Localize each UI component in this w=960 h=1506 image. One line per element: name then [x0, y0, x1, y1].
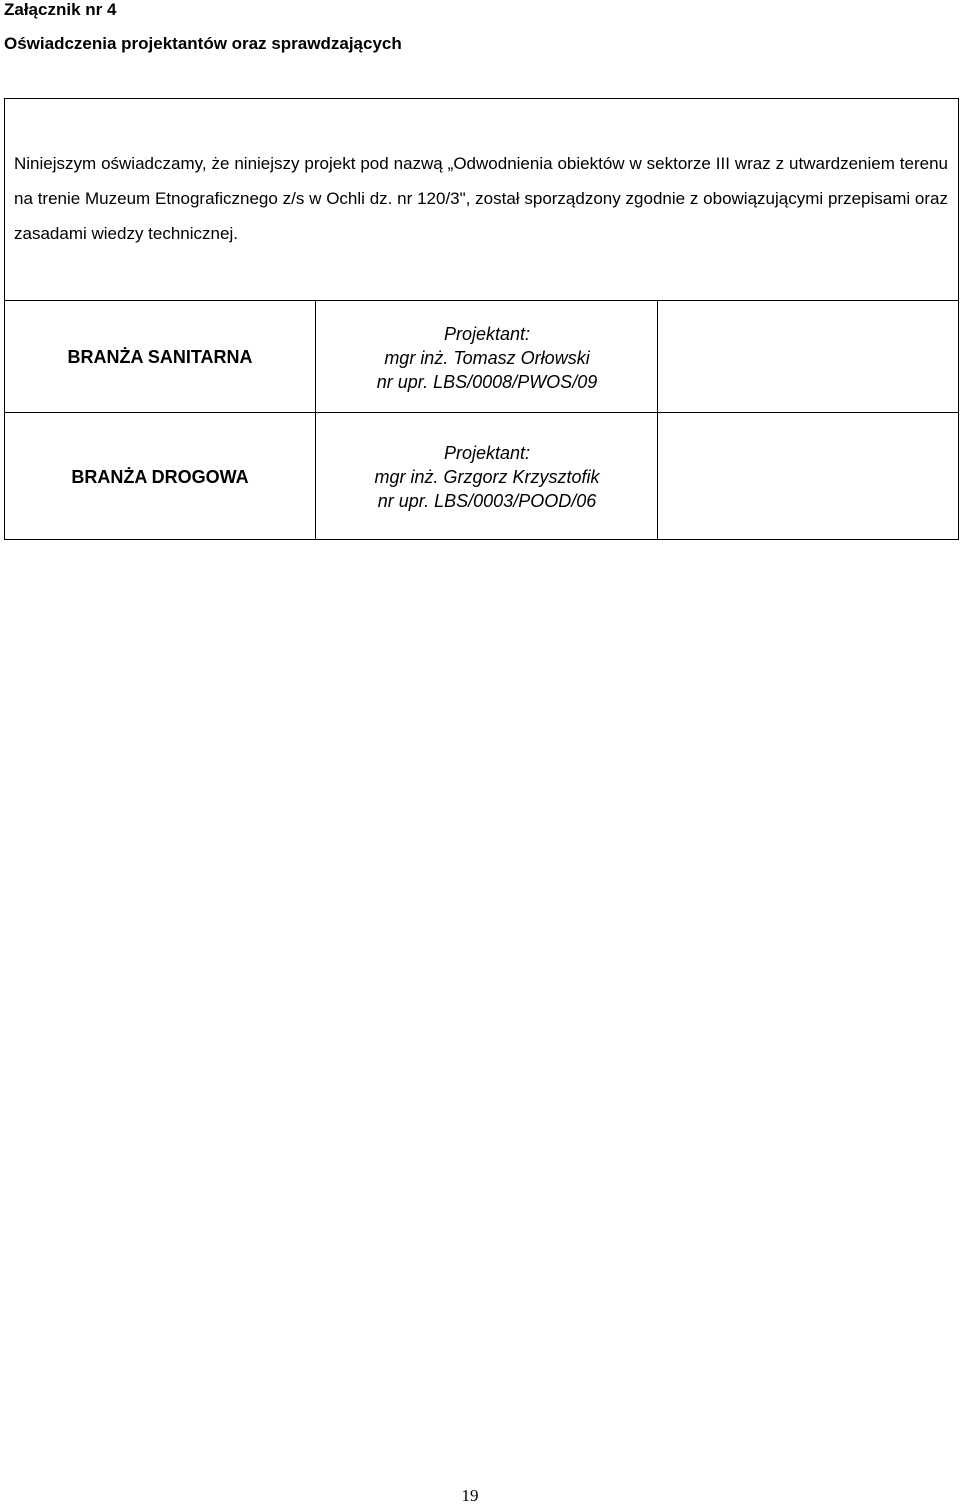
declaration-statement: Niniejszym oświadczamy, że niniejszy projekt pod nazwą „Odwodnienia obiektów w sektorze III wraz z utwardzeniem terenu na trenie Muzeum Etnograficznego z/s w Ochli dz. nr 120/3", został sporządzony zgodnie z obowiązującymi przepisami oraz zasadami wiedzy technicznej. [14, 154, 948, 243]
designer-license: nr upr. LBS/0008/PWOS/09 [376, 372, 598, 392]
designer-role: Projektant: [443, 324, 531, 344]
page-number: 19 [461, 1486, 479, 1505]
annex-label: Załącznik nr 4 [4, 0, 117, 19]
document-title: Oświadczenia projektantów oraz sprawdzających [4, 34, 402, 53]
branch-label-sanitary: BRANŻA SANITARNA [67, 347, 253, 367]
table-column-divider-1 [315, 300, 316, 540]
branch-label-road: BRANŻA DROGOWA [71, 467, 249, 487]
designer-cell-road [317, 441, 657, 513]
designer-cell-sanitary [317, 322, 657, 394]
signature-cell-road [658, 413, 958, 539]
designer-name: mgr inż. Tomasz Orłowski [384, 348, 590, 368]
signature-cell-sanitary [658, 301, 958, 412]
designer-license: nr upr. LBS/0003/POOD/06 [377, 491, 597, 511]
designer-role: Projektant: [443, 443, 531, 463]
designer-name: mgr inż. Grzgorz Krzysztofik [374, 467, 600, 487]
